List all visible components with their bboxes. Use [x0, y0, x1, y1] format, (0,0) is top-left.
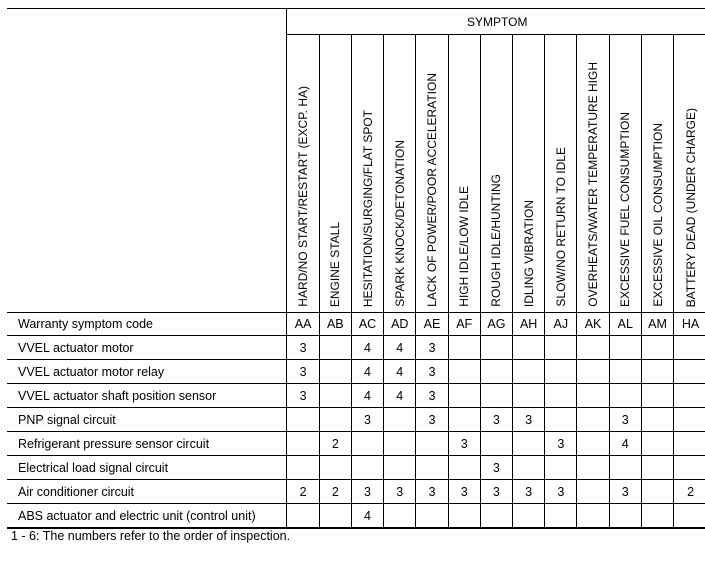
inspection-order-cell: 3 — [287, 336, 319, 360]
inspection-order-cell — [577, 336, 609, 360]
symptom-header: ROUGH IDLE/HUNTING — [480, 35, 512, 313]
inspection-order-cell — [480, 504, 512, 529]
inspection-order-cell: 2 — [674, 480, 705, 504]
inspection-order-cell — [609, 336, 641, 360]
inspection-order-cell — [513, 504, 545, 529]
inspection-order-cell — [416, 504, 448, 529]
inspection-order-cell — [577, 480, 609, 504]
warranty-code-row — [7, 313, 705, 336]
code-cell: AL — [609, 313, 641, 336]
inspection-order-cell: 4 — [351, 504, 383, 529]
inspection-order-cell — [480, 384, 512, 408]
inspection-order-cell: 4 — [351, 336, 383, 360]
inspection-order-cell: 3 — [480, 480, 512, 504]
inspection-order-cell: 3 — [351, 408, 383, 432]
inspection-order-cell — [641, 360, 673, 384]
inspection-order-cell — [609, 456, 641, 480]
inspection-order-cell: 3 — [416, 408, 448, 432]
inspection-order-cell — [577, 456, 609, 480]
inspection-order-cell — [545, 360, 577, 384]
table-row — [7, 336, 705, 360]
corner-cell — [7, 9, 287, 313]
inspection-order-cell: 4 — [384, 360, 416, 384]
inspection-order-cell — [287, 504, 319, 529]
inspection-order-cell — [641, 432, 673, 456]
inspection-order-cell — [319, 360, 351, 384]
inspection-order-cell — [319, 504, 351, 529]
inspection-order-cell — [287, 408, 319, 432]
code-cell: AF — [448, 313, 480, 336]
inspection-order-cell: 3 — [351, 480, 383, 504]
inspection-order-cell — [674, 336, 705, 360]
inspection-order-cell — [674, 408, 705, 432]
row-label: Air conditioner circuit — [7, 480, 287, 504]
inspection-order-cell — [513, 336, 545, 360]
inspection-order-cell: 3 — [513, 408, 545, 432]
symptom-header: IDLING VIBRATION — [513, 35, 545, 313]
inspection-order-cell: 3 — [609, 480, 641, 504]
symptom-header: EXCESSIVE FUEL CONSUMPTION — [609, 35, 641, 313]
inspection-order-cell: 4 — [384, 384, 416, 408]
inspection-order-cell: 3 — [513, 480, 545, 504]
inspection-order-cell — [448, 456, 480, 480]
inspection-order-cell — [545, 504, 577, 529]
inspection-order-cell — [577, 432, 609, 456]
inspection-order-cell: 3 — [384, 480, 416, 504]
inspection-order-cell — [319, 456, 351, 480]
symptom-header: HESITATION/SURGING/FLAT SPOT — [351, 35, 383, 313]
symptom-header: LACK OF POWER/POOR ACCELERATION — [416, 35, 448, 313]
inspection-order-cell: 3 — [480, 456, 512, 480]
row-label: ABS actuator and electric unit (control unit) — [7, 504, 287, 529]
inspection-order-cell: 3 — [545, 480, 577, 504]
inspection-order-cell: 3 — [609, 408, 641, 432]
table-row — [7, 384, 705, 408]
inspection-order-cell — [319, 408, 351, 432]
inspection-order-cell — [384, 408, 416, 432]
inspection-order-cell: 3 — [416, 480, 448, 504]
inspection-order-cell: 3 — [287, 360, 319, 384]
inspection-order-cell — [609, 360, 641, 384]
inspection-order-cell: 3 — [545, 432, 577, 456]
inspection-order-cell — [384, 456, 416, 480]
symptom-title: SYMPTOM — [287, 9, 705, 35]
code-cell: AJ — [545, 313, 577, 336]
inspection-order-cell — [384, 432, 416, 456]
inspection-order-cell: 4 — [351, 360, 383, 384]
code-cell: AC — [351, 313, 383, 336]
symptom-header: SLOW/NO RETURN TO IDLE — [545, 35, 577, 313]
row-label: Electrical load signal circuit — [7, 456, 287, 480]
symptom-header: HARD/NO START/RESTART (EXCP. HA) — [287, 35, 319, 313]
inspection-order-cell: 3 — [287, 384, 319, 408]
symptom-header: HIGH IDLE/LOW IDLE — [448, 35, 480, 313]
inspection-order-cell — [545, 336, 577, 360]
inspection-order-cell — [287, 456, 319, 480]
inspection-order-cell — [513, 360, 545, 384]
symptom-header: EXCESSIVE OIL CONSUMPTION — [641, 35, 673, 313]
inspection-order-cell — [577, 384, 609, 408]
code-cell: AE — [416, 313, 448, 336]
inspection-order-cell — [448, 384, 480, 408]
symptom-header: SPARK KNOCK/DETONATION — [384, 35, 416, 313]
symptom-matrix-table — [7, 8, 705, 529]
inspection-order-cell: 3 — [480, 408, 512, 432]
inspection-order-cell — [577, 408, 609, 432]
row-label: VVEL actuator motor relay — [7, 360, 287, 384]
inspection-order-cell: 3 — [416, 384, 448, 408]
code-cell: AG — [480, 313, 512, 336]
table-row — [7, 432, 705, 456]
inspection-order-cell — [641, 336, 673, 360]
code-cell: AM — [641, 313, 673, 336]
table-row — [7, 360, 705, 384]
code-cell: AH — [513, 313, 545, 336]
code-cell: AD — [384, 313, 416, 336]
inspection-order-cell: 4 — [384, 336, 416, 360]
footnote: 1 - 6: The numbers refer to the order of inspection. — [11, 529, 291, 543]
table-row — [7, 504, 705, 529]
inspection-order-cell — [513, 432, 545, 456]
inspection-order-cell — [416, 432, 448, 456]
inspection-order-cell — [641, 384, 673, 408]
inspection-order-cell — [674, 384, 705, 408]
inspection-order-cell — [287, 432, 319, 456]
inspection-order-cell — [609, 504, 641, 529]
inspection-order-cell: 4 — [351, 384, 383, 408]
inspection-order-cell — [319, 336, 351, 360]
inspection-order-cell — [448, 360, 480, 384]
inspection-order-cell — [480, 432, 512, 456]
inspection-order-cell — [480, 336, 512, 360]
inspection-order-cell: 4 — [609, 432, 641, 456]
inspection-order-cell: 3 — [448, 480, 480, 504]
inspection-order-cell — [674, 456, 705, 480]
row-label: Warranty symptom code — [7, 313, 287, 336]
inspection-order-cell: 3 — [416, 360, 448, 384]
inspection-order-cell — [545, 408, 577, 432]
inspection-order-cell: 2 — [319, 432, 351, 456]
inspection-order-cell — [674, 504, 705, 529]
inspection-order-cell: 3 — [448, 432, 480, 456]
row-label: PNP signal circuit — [7, 408, 287, 432]
inspection-order-cell — [577, 504, 609, 529]
inspection-order-cell — [319, 384, 351, 408]
inspection-order-cell — [448, 504, 480, 529]
inspection-order-cell — [513, 456, 545, 480]
inspection-order-cell — [641, 480, 673, 504]
row-label: Refrigerant pressure sensor circuit — [7, 432, 287, 456]
code-cell: AK — [577, 313, 609, 336]
inspection-order-cell — [641, 456, 673, 480]
row-label: VVEL actuator shaft position sensor — [7, 384, 287, 408]
table-row — [7, 480, 705, 504]
symptom-header: OVERHEATS/WATER TEMPERATURE HIGH — [577, 35, 609, 313]
inspection-order-cell — [480, 360, 512, 384]
inspection-order-cell: 2 — [287, 480, 319, 504]
inspection-order-cell — [641, 504, 673, 529]
code-cell: HA — [674, 313, 705, 336]
code-cell: AA — [287, 313, 319, 336]
inspection-order-cell — [641, 408, 673, 432]
inspection-order-cell — [577, 360, 609, 384]
code-cell: AB — [319, 313, 351, 336]
inspection-order-cell — [384, 504, 416, 529]
symptom-header: ENGINE STALL — [319, 35, 351, 313]
symptom-header: BATTERY DEAD (UNDER CHARGE) — [674, 35, 705, 313]
inspection-order-cell — [545, 456, 577, 480]
inspection-order-cell — [513, 384, 545, 408]
inspection-order-cell — [448, 336, 480, 360]
inspection-order-cell — [416, 456, 448, 480]
table-row — [7, 456, 705, 480]
inspection-order-cell — [674, 360, 705, 384]
inspection-order-cell — [351, 456, 383, 480]
inspection-order-cell — [674, 432, 705, 456]
inspection-order-cell: 2 — [319, 480, 351, 504]
inspection-order-cell — [448, 408, 480, 432]
inspection-order-cell — [545, 384, 577, 408]
inspection-order-cell: 3 — [416, 336, 448, 360]
table-row — [7, 408, 705, 432]
row-label: VVEL actuator motor — [7, 336, 287, 360]
inspection-order-cell — [351, 432, 383, 456]
inspection-order-cell — [609, 384, 641, 408]
